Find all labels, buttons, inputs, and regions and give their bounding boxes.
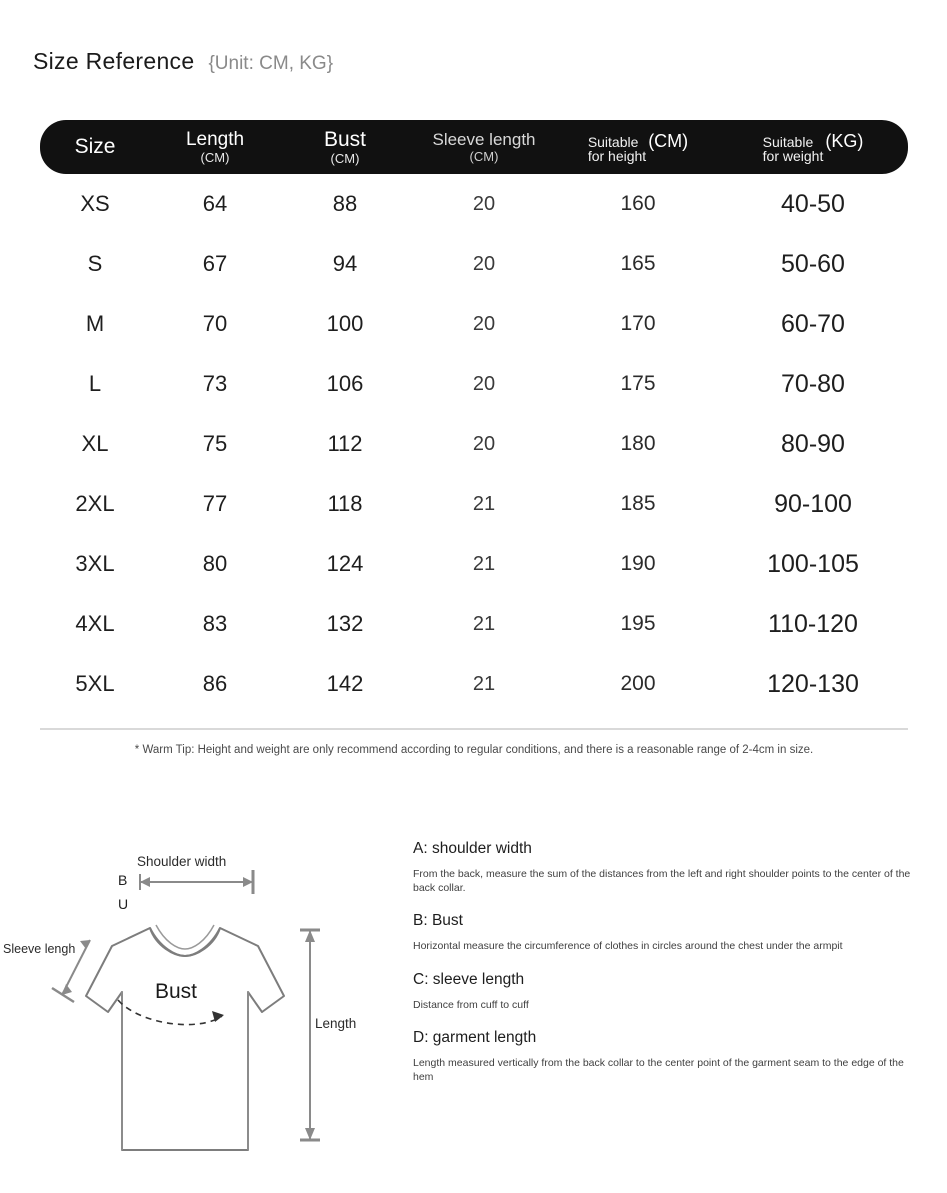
cell-sleeve: 21 — [472, 612, 496, 635]
legend-title: D: garment length — [413, 1028, 537, 1046]
warm-tip-text: * Warm Tip: Height and weight are only recommend according to regular conditions, and there is a reasonable range of 2-4cm in size. — [134, 744, 814, 756]
legend-desc: Distance from cuff to cuff — [413, 998, 529, 1011]
measurement-legend — [413, 840, 933, 1101]
cell-weight: 70-80 — [781, 369, 845, 398]
header-suitable-weight: Suitable for weight (KG) — [762, 130, 864, 164]
cell-bust: 94 — [332, 251, 358, 276]
label-shoulder-width: Shoulder width — [137, 854, 227, 869]
header-size: Size — [74, 134, 116, 158]
table-row — [40, 234, 908, 294]
cell-bust: 142 — [326, 671, 364, 696]
table-row — [40, 414, 908, 474]
cell-height: 195 — [620, 612, 656, 635]
cell-size: L — [88, 371, 102, 396]
cell-size: 5XL — [75, 671, 115, 696]
cell-size: 2XL — [75, 491, 115, 516]
cell-bust: 124 — [326, 551, 364, 576]
legend-title: C: sleeve length — [413, 970, 525, 988]
cell-height: 200 — [620, 672, 656, 695]
legend-item-shoulder-width — [413, 840, 933, 895]
legend-desc: Horizontal measure the circumference of clothes in circles around the chest under the armpit — [413, 940, 843, 953]
legend-desc: Length measured vertically from the back collar to the center point of the garment seam to the edge of the hem — [413, 1056, 904, 1083]
cell-height: 165 — [620, 252, 656, 275]
header-length: Length (CM) — [185, 128, 245, 165]
cell-length: 77 — [202, 491, 228, 516]
cell-bust: 100 — [326, 311, 364, 336]
table-header-row — [40, 120, 908, 174]
legend-title: A: shoulder width — [413, 840, 532, 857]
cell-bust: 88 — [332, 191, 358, 216]
legend-title: B: Bust — [413, 912, 463, 930]
cell-weight: 80-90 — [781, 429, 845, 458]
cell-bust: 112 — [327, 431, 363, 456]
label-length: Length — [315, 1016, 357, 1031]
cell-height: 185 — [620, 492, 656, 515]
title-unit-text: {Unit: CM, KG} — [208, 53, 334, 74]
measurement-diagram — [0, 820, 947, 1180]
cell-weight: 40-50 — [781, 189, 845, 218]
cell-sleeve: 20 — [472, 372, 496, 395]
table-row — [40, 654, 908, 714]
cell-length: 83 — [202, 611, 228, 636]
cell-length: 73 — [202, 371, 228, 396]
cell-length: 67 — [202, 251, 228, 276]
label-u-marker: U — [118, 896, 129, 912]
label-sleeve-length: Sleeve lengh — [3, 942, 76, 956]
table-body — [40, 174, 908, 714]
cell-size: 3XL — [75, 551, 115, 576]
cell-length: 70 — [202, 311, 228, 336]
cell-bust: 106 — [326, 371, 364, 396]
cell-weight: 50-60 — [781, 249, 845, 278]
cell-weight: 100-105 — [767, 549, 859, 578]
legend-desc: From the back, measure the sum of the distances from the left and right shoulder points to the center of the back collar. — [413, 868, 911, 895]
table-row — [40, 354, 908, 414]
cell-size: S — [87, 251, 103, 276]
cell-sleeve: 20 — [472, 192, 496, 215]
label-bust: Bust — [155, 980, 198, 1003]
cell-weight: 110-120 — [768, 609, 858, 638]
cell-size: M — [85, 311, 105, 336]
label-b-marker: B — [118, 872, 128, 888]
cell-height: 170 — [620, 312, 656, 335]
size-table — [40, 120, 908, 756]
cell-weight: 60-70 — [781, 309, 845, 338]
cell-sleeve: 20 — [472, 252, 496, 275]
cell-height: 180 — [620, 432, 656, 455]
cell-sleeve: 20 — [472, 432, 496, 455]
header-suitable-height: Suitable for height (CM) — [587, 130, 689, 164]
header-bust: Bust (CM) — [323, 127, 367, 166]
legend-item-bust — [413, 912, 933, 953]
cell-bust: 118 — [327, 491, 363, 516]
cell-size: XS — [80, 191, 110, 216]
table-row — [40, 534, 908, 594]
legend-item-garment-length — [413, 1029, 933, 1084]
cell-sleeve: 21 — [472, 672, 496, 695]
cell-size: XL — [81, 431, 109, 456]
cell-length: 64 — [202, 191, 228, 216]
table-row — [40, 294, 908, 354]
cell-sleeve: 21 — [472, 492, 496, 515]
cell-length: 75 — [202, 431, 228, 456]
header-sleeve-length: Sleeve length (CM) — [432, 129, 536, 164]
legend-item-sleeve-length — [413, 971, 933, 1012]
cell-sleeve: 20 — [472, 312, 496, 335]
cell-height: 175 — [620, 372, 656, 395]
title-text: Size Reference — [33, 48, 195, 74]
cell-height: 160 — [620, 192, 656, 215]
cell-weight: 90-100 — [774, 489, 852, 518]
cell-weight: 120-130 — [767, 669, 859, 698]
cell-size: 4XL — [75, 611, 115, 636]
cell-height: 190 — [620, 552, 656, 575]
cell-sleeve: 21 — [472, 552, 496, 575]
tshirt-illustration — [0, 820, 420, 1180]
table-row — [40, 594, 908, 654]
table-row — [40, 174, 908, 234]
page-title — [33, 48, 333, 75]
table-row — [40, 474, 908, 534]
cell-length: 86 — [202, 671, 228, 696]
cell-bust: 132 — [326, 611, 364, 636]
table-divider — [40, 728, 908, 730]
cell-length: 80 — [202, 551, 228, 576]
